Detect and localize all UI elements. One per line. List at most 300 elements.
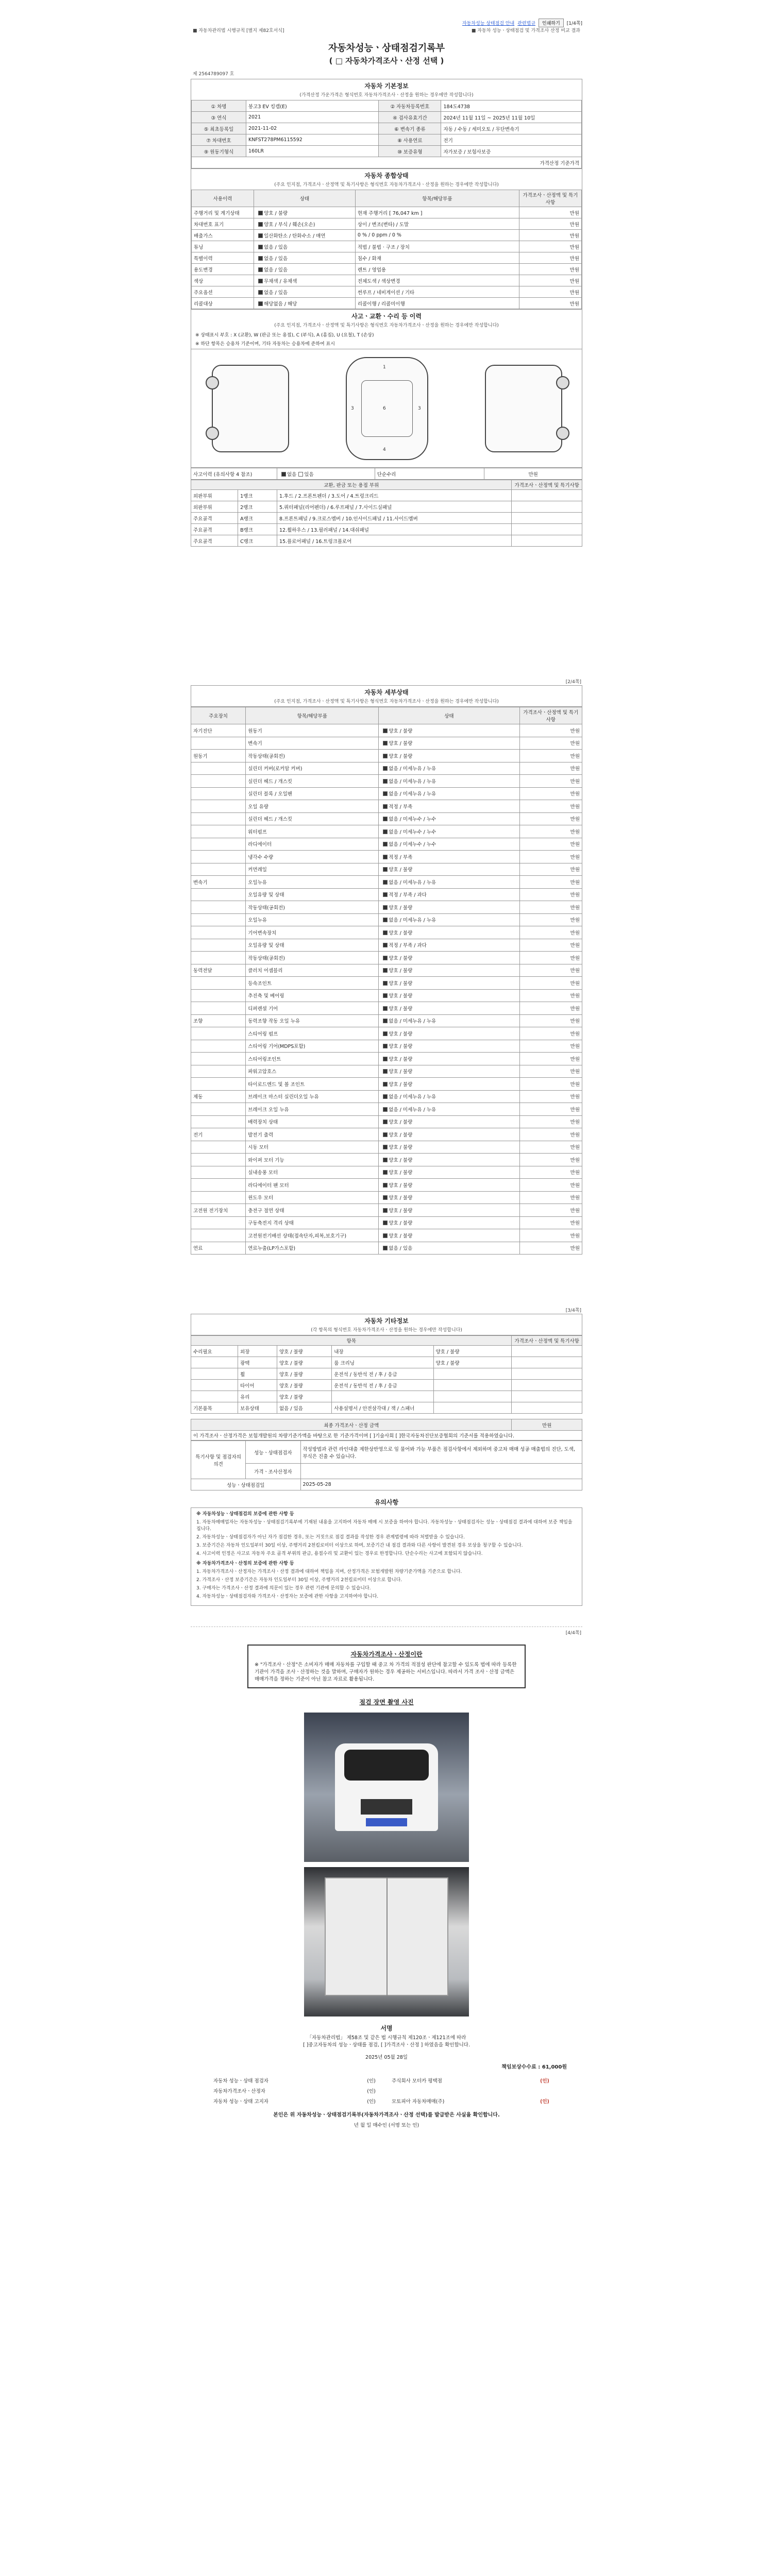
print-button[interactable]: 인쇄하기 <box>539 19 564 27</box>
status-row <box>192 298 582 309</box>
detail-item: 라디에이터 <box>246 838 379 851</box>
etc-row <box>191 1368 582 1380</box>
etc-price <box>512 1402 582 1414</box>
detail-state: 없음 / 미세누유 / 누유 <box>379 775 519 788</box>
rank-items: 12.휠하우스 / 13.필러패널 / 14.대쉬패널 <box>277 524 511 535</box>
detail-state: 없음 / 미세누유 / 누유 <box>379 913 519 926</box>
etc-item-2: 운전석 / 동반석 전 / 후 / 응급 <box>332 1368 433 1380</box>
truck-windshield <box>344 1750 429 1781</box>
detail-item: 실린더 블록 / 오일팬 <box>246 787 379 800</box>
detail-checkbox[interactable] <box>383 1006 388 1011</box>
law-link[interactable]: 관련법규 <box>517 21 536 26</box>
detail-state: 양호 / 불량 <box>379 1002 519 1015</box>
detail-checkbox[interactable] <box>383 842 388 846</box>
basic-info-row <box>192 112 582 123</box>
detail-item: 변속기 <box>246 737 379 750</box>
detail-checkbox[interactable] <box>383 766 388 771</box>
detail-item: 실린더 헤드 / 개스킷 <box>246 812 379 825</box>
detail-checkbox[interactable] <box>383 968 388 973</box>
basic-info-label: ④ 검사유효기간 <box>379 112 441 123</box>
detail-row <box>191 913 582 926</box>
detail-group <box>191 775 246 788</box>
detail-price: 만원 <box>519 1103 582 1116</box>
detail-checkbox[interactable] <box>383 1246 388 1250</box>
detail-checkbox[interactable] <box>383 1183 388 1188</box>
status-checkbox[interactable] <box>258 256 263 261</box>
status-state: 양호 / 불량 <box>254 207 356 218</box>
detail-state: 없음 / 미세누유 / 누유 <box>379 1014 519 1027</box>
signers-table <box>210 2075 563 2106</box>
detail-row <box>191 1166 582 1179</box>
detail-group <box>191 812 246 825</box>
page-number: [2/4쪽] <box>565 680 581 685</box>
detail-row <box>191 724 582 737</box>
etc-state-2: 양호 / 불량 <box>433 1357 512 1368</box>
rank-note <box>512 490 582 501</box>
sign-text: 「자동차관리법」 제58조 및 같은 법 시행규칙 제120조ㆍ제121조에 따라 <box>307 2035 466 2041</box>
signer-company-seal <box>527 2086 563 2096</box>
detail-checkbox[interactable] <box>383 943 388 947</box>
detail-price: 만원 <box>519 851 582 863</box>
detail-group <box>191 888 246 901</box>
detail-header: 주요장치 <box>191 707 246 724</box>
status-checkbox[interactable] <box>258 222 263 227</box>
caution-section-1: ※ 자동차성능ㆍ상태점검의 보증에 관한 사항 등 <box>196 1512 294 1517</box>
basic-info-row <box>192 123 582 134</box>
etc-state: 양호 / 불량 <box>277 1346 331 1357</box>
caution-item: 2. 가격조사ㆍ산정 보증기간은 자동차 인도일부터 30일 이상, 주행거리 2천킬로미터 이상으로 합니다. <box>196 1578 402 1583</box>
detail-checkbox[interactable] <box>383 1120 388 1124</box>
detail-checkbox[interactable] <box>383 1208 388 1213</box>
status-row <box>192 275 582 286</box>
status-price: 만원 <box>519 252 581 264</box>
accident-none-checkbox[interactable] <box>281 472 286 477</box>
etc-row <box>191 1402 582 1414</box>
basic-info-title: 자동차 기본정보 <box>364 82 409 90</box>
detail-item: 충전구 절연 상태 <box>246 1204 379 1217</box>
status-checkbox[interactable] <box>258 301 263 306</box>
status-item: 상이 / 변조(변타) / 도말 <box>355 218 519 230</box>
detail-checkbox[interactable] <box>383 1044 388 1048</box>
detail-row <box>191 989 582 1002</box>
detail-state: 양호 / 불량 <box>379 1027 519 1040</box>
detail-price: 만원 <box>519 1242 582 1255</box>
status-header: 상태 <box>254 190 356 207</box>
detail-state: 양호 / 불량 <box>379 989 519 1002</box>
detail-group <box>191 977 246 990</box>
status-state: 양호 / 부식 / 훼손(오손) <box>254 218 356 230</box>
detail-checkbox[interactable] <box>383 804 388 809</box>
detail-checkbox[interactable] <box>383 1233 388 1238</box>
rank-note <box>512 535 582 547</box>
detail-price: 만원 <box>519 1128 582 1141</box>
etc-item: 휠 <box>238 1368 277 1380</box>
detail-item: 브레이크 오일 누유 <box>246 1103 379 1116</box>
etc-state: 양호 / 불량 <box>277 1380 331 1391</box>
detail-checkbox[interactable] <box>383 1221 388 1225</box>
accident-status-table: 사고이력 (유의사항 4 참조) 없음 있음 단순수리 만원 <box>191 468 582 480</box>
etc-group: 기본품목 <box>191 1402 238 1414</box>
detail-row <box>191 1191 582 1204</box>
buyer-sign-line: 년 월 일 매수인 (서명 또는 인) <box>354 2123 419 2129</box>
rank-group: 주요골격 <box>191 524 238 535</box>
detail-state: 없음 / 미세누수 / 누수 <box>379 812 519 825</box>
detail-price: 만원 <box>519 1179 582 1192</box>
detail-state: 양호 / 불량 <box>379 1191 519 1204</box>
detail-checkbox[interactable] <box>383 1170 388 1175</box>
detail-price: 만원 <box>519 1191 582 1204</box>
etc-item: 타이어 <box>238 1380 277 1391</box>
basic-info-value: KNFST278PM6115592 <box>246 134 378 146</box>
status-header: 항목/해당부품 <box>355 190 519 207</box>
car-diagram <box>191 349 582 468</box>
basic-info-value: 160LR <box>246 146 378 157</box>
detail-price: 만원 <box>519 901 582 914</box>
accident-yes-checkbox[interactable] <box>298 472 303 477</box>
detail-item: 작동상태(공회전) <box>246 750 379 762</box>
page-number: [4/4쪽] <box>565 1630 581 1636</box>
detail-row <box>191 1065 582 1078</box>
status-label: 용도변경 <box>192 264 254 275</box>
status-state: 무채색 / 유채색 <box>254 275 356 286</box>
detail-price: 만원 <box>519 1204 582 1217</box>
detail-checkbox[interactable] <box>383 905 388 910</box>
detail-price: 만원 <box>519 1229 582 1242</box>
detail-price: 만원 <box>519 812 582 825</box>
detail-group <box>191 926 246 939</box>
detail-price: 만원 <box>519 1115 582 1128</box>
status-title: 자동차 종합상태 <box>364 172 409 179</box>
detail-checkbox[interactable] <box>383 918 388 922</box>
detail-price: 만원 <box>519 1090 582 1103</box>
detail-checkbox[interactable] <box>383 1031 388 1036</box>
signer-row <box>210 2096 563 2106</box>
detail-state: 양호 / 불량 <box>379 1179 519 1192</box>
detail-row <box>191 787 582 800</box>
status-label: 특별이력 <box>192 252 254 264</box>
status-row <box>192 252 582 264</box>
etc-note: (각 항목의 형식번호 자동차가격조사ㆍ산정을 원하는 경우에만 작성합니다) <box>311 1328 462 1333</box>
status-checkbox[interactable] <box>258 279 263 283</box>
detail-price: 만원 <box>519 939 582 952</box>
detail-row <box>191 888 582 901</box>
car-left-view <box>212 365 289 452</box>
etc-row <box>191 1391 582 1402</box>
detail-group <box>191 787 246 800</box>
price-explain-box <box>247 1645 526 1689</box>
detail-group <box>191 1040 246 1053</box>
detail-price: 만원 <box>519 750 582 762</box>
rank-name: B랭크 <box>238 524 277 535</box>
detail-item: 라디에이터 팬 모터 <box>246 1179 379 1192</box>
detail-header: 상태 <box>379 707 519 724</box>
basic-info-label: ② 자동차등록번호 <box>379 100 441 112</box>
etc-group: 수리필요 <box>191 1346 238 1357</box>
final-price-title: 최종 가격조사ㆍ산정 금액 <box>191 1419 512 1431</box>
part-number: 6 <box>383 406 386 411</box>
rank-group: 외판부위 <box>191 501 238 513</box>
detail-item: 디퍼렌셜 기어 <box>246 1002 379 1015</box>
etc-item-2: 룸 크리닝 <box>332 1357 433 1368</box>
detail-group <box>191 901 246 914</box>
detail-item: 브레이크 마스터 실린더오일 누유 <box>246 1090 379 1103</box>
detail-row <box>191 1027 582 1040</box>
detail-price: 만원 <box>519 787 582 800</box>
detail-state: 양호 / 불량 <box>379 1154 519 1166</box>
detail-state: 적정 / 부족 / 과다 <box>379 939 519 952</box>
etc-group <box>191 1391 238 1402</box>
status-row <box>192 218 582 230</box>
detail-item: 실내송풍 모터 <box>246 1166 379 1179</box>
detail-checkbox[interactable] <box>383 981 388 986</box>
detail-item: 스티어링 펌프 <box>246 1027 379 1040</box>
etc-group <box>191 1357 238 1368</box>
detail-checkbox[interactable] <box>383 791 388 796</box>
detail-checkbox[interactable] <box>383 956 388 960</box>
detail-checkbox[interactable] <box>383 993 388 998</box>
sign-date: 2025년 05월 28일 <box>365 2055 408 2061</box>
detail-checkbox[interactable] <box>383 1069 388 1074</box>
opinion-table <box>191 1419 582 1440</box>
detail-state: 양호 / 불량 <box>379 1078 519 1091</box>
status-checkbox[interactable] <box>258 267 263 272</box>
record-page-4 <box>191 1626 582 2129</box>
detail-group: 연료 <box>191 1242 246 1255</box>
basic-info-label: ① 차명 <box>192 100 246 112</box>
detail-row <box>191 1141 582 1154</box>
detail-price: 만원 <box>519 913 582 926</box>
etc-item-2 <box>332 1391 433 1402</box>
signer-company: 주식회사 모터카 평택점 <box>392 2078 442 2084</box>
detail-group <box>191 800 246 813</box>
detail-item: 연료누출(LP가스포함) <box>246 1242 379 1255</box>
status-state: 없음 / 있음 <box>254 286 356 298</box>
status-state: 없음 / 있음 <box>254 241 356 252</box>
detail-item: 고전원전기배선 상태(접속단자,피복,보호기구) <box>246 1229 379 1242</box>
detail-state: 양호 / 불량 <box>379 1115 519 1128</box>
detail-state: 양호 / 불량 <box>379 737 519 750</box>
detail-item: 작동상태(공회전) <box>246 952 379 964</box>
detail-row <box>191 838 582 851</box>
top-links <box>462 19 582 27</box>
detail-row <box>191 926 582 939</box>
detail-state: 양호 / 불량 <box>379 901 519 914</box>
detail-checkbox[interactable] <box>383 728 388 733</box>
detail-price: 만원 <box>519 1053 582 1065</box>
detail-price: 만원 <box>519 1154 582 1166</box>
status-label: 배출가스 <box>192 230 254 241</box>
detail-checkbox[interactable] <box>383 817 388 821</box>
signature-section <box>191 2022 582 2128</box>
detail-row <box>191 1216 582 1229</box>
detail-item: 윈도우 모터 <box>246 1191 379 1204</box>
detail-checkbox[interactable] <box>383 1145 388 1149</box>
detail-checkbox[interactable] <box>383 855 388 859</box>
basic-info-row <box>192 134 582 146</box>
caution-item: 1. 자동차매매업자는 자동차성능ㆍ상태점검기록부에 기재된 내용을 고지하여 자동차 매매 시 보증을 하여야 합니다. 자동차성능ㆍ상태점검자는 성능ㆍ상태점검 결과에 대하여 보증 책임을 집니다. <box>196 1520 573 1532</box>
detail-checkbox[interactable] <box>383 754 388 758</box>
detail-group <box>191 939 246 952</box>
caution-section-2: ※ 자동차가격조사ㆍ산정의 보증에 관한 사항 등 <box>196 1561 294 1567</box>
basic-info-row <box>192 100 582 112</box>
detail-row <box>191 1179 582 1192</box>
detail-state: 양호 / 불량 <box>379 1065 519 1078</box>
detail-item: 시동 모터 <box>246 1141 379 1154</box>
inspection-date-label: 성능ㆍ상태점검일 <box>191 1479 301 1490</box>
signer-role: 자동차 성능ㆍ상태 고지자 <box>213 2099 268 2105</box>
detail-note: (주요 인지점, 가격조사ㆍ산정액 및 특기사항은 형식번호 자동차가격조사ㆍ산정을 원하는 경우에만 작성합니다) <box>274 699 499 704</box>
detail-checkbox[interactable] <box>383 829 388 834</box>
detail-group: 조향 <box>191 1014 246 1027</box>
detail-checkbox[interactable] <box>383 1094 388 1099</box>
detail-row <box>191 812 582 825</box>
detail-price: 만원 <box>519 762 582 775</box>
detail-row <box>191 762 582 775</box>
status-price: 만원 <box>519 207 581 218</box>
detail-state: 적정 / 부족 <box>379 800 519 813</box>
signer-role: 자동차 성능ㆍ상태 점검자 <box>213 2078 268 2084</box>
rank-note <box>512 524 582 535</box>
detail-row <box>191 775 582 788</box>
detail-row <box>191 977 582 990</box>
detail-item: 구동축전지 격리 상태 <box>246 1216 379 1229</box>
detail-state: 양호 / 불량 <box>379 1204 519 1217</box>
detail-group <box>191 737 246 750</box>
notice-pricer-text <box>300 1464 582 1479</box>
detail-item: 오일유량 및 상태 <box>246 888 379 901</box>
detail-checkbox[interactable] <box>383 1195 388 1200</box>
detail-checkbox[interactable] <box>383 1107 388 1112</box>
detail-row <box>191 1204 582 1217</box>
detail-group <box>191 952 246 964</box>
detail-row <box>191 737 582 750</box>
etc-price <box>512 1357 582 1368</box>
detail-checkbox[interactable] <box>383 1158 388 1162</box>
status-item: 렌트 / 영업용 <box>355 264 519 275</box>
status-label: 주행거리 및 계기상태 <box>192 207 254 218</box>
detail-row <box>191 750 582 762</box>
detail-state: 없음 / 미세누유 / 누유 <box>379 787 519 800</box>
detail-group <box>191 1191 246 1204</box>
basic-info-value: 전기 <box>441 134 582 146</box>
accident-legend: ※ 상태표시 부호 : X (교환), W (판금 또는 용접), C (부식), A (흠집), U (요철), T (손상) <box>195 333 374 338</box>
detail-item: 오일 유량 <box>246 800 379 813</box>
wheel-icon <box>206 427 219 440</box>
etc-state: 양호 / 불량 <box>277 1368 331 1380</box>
detail-checkbox[interactable] <box>383 1019 388 1023</box>
detail-row <box>191 1115 582 1128</box>
detail-checkbox[interactable] <box>383 1132 388 1137</box>
status-price: 만원 <box>519 241 581 252</box>
registration-number: 제 2564789097 호 <box>193 72 234 77</box>
caution-item: 3. 보증기간은 자동차 인도일부터 30일 이상, 주행거리 2천킬로미터 이상으로 하며, 보증기간 내 점검 결과와 다른 사항이 발견된 경우 보상을 청구할 수 있습니다. <box>196 1543 523 1549</box>
status-table <box>191 190 582 309</box>
detail-state: 양호 / 불량 <box>379 952 519 964</box>
etc-title: 자동차 기타정보 <box>364 1317 409 1325</box>
detail-item: 발전기 출력 <box>246 1128 379 1141</box>
detail-price: 만원 <box>519 1040 582 1053</box>
detail-price: 만원 <box>519 1141 582 1154</box>
detail-price: 만원 <box>519 1002 582 1015</box>
detail-item: 작동상태(공회전) <box>246 901 379 914</box>
page-number: [3/4쪽] <box>565 1308 581 1313</box>
status-checkbox[interactable] <box>258 245 263 249</box>
repair-label: 교환, 판금 또는 용접 부위 <box>191 480 512 490</box>
detail-item: 원동기 <box>246 724 379 737</box>
status-row <box>192 241 582 252</box>
status-checkbox[interactable] <box>258 211 263 215</box>
sign-title: 서명 <box>380 2025 393 2032</box>
part-number: 3 <box>351 406 354 411</box>
status-price: 만원 <box>519 275 581 286</box>
status-price: 만원 <box>519 298 581 309</box>
rank-items: 5.쿼터패널(리어펜더) / 6.루프패널 / 7.사이드실패널 <box>277 501 511 513</box>
detail-state: 없음 / 미세누유 / 누유 <box>379 762 519 775</box>
status-price: 만원 <box>519 264 581 275</box>
rank-group: 외판부위 <box>191 490 238 501</box>
detail-item: 등속조인트 <box>246 977 379 990</box>
detail-group <box>191 1002 246 1015</box>
etc-state: 없음 / 있음 <box>277 1402 331 1414</box>
price-explain-text: ※ "가격조사ㆍ산정"은 소비자가 매매 자동차를 구입할 때 중고 차 가격의 적절성 판단에 참고할 수 있도록 법에 따라 등록한 기관이 가격을 조사ㆍ산정하는 것을 말하며, 구매자가 원하는 경우 제공하는 서비스입니다. 따라서 가격 조사ㆍ산정 금액은 매매가격을 정하는 기준이 아닌 참고 자료로 활용됩니다. <box>255 1662 517 1683</box>
detail-group <box>191 851 246 863</box>
signer-row <box>210 2075 563 2086</box>
basic-info-row <box>192 157 582 168</box>
detail-checkbox[interactable] <box>383 867 388 872</box>
etc-state-2 <box>433 1368 512 1380</box>
status-header: 사용이력 <box>192 190 254 207</box>
truck-grill <box>361 1799 412 1815</box>
rank-name: A랭크 <box>238 513 277 524</box>
detail-group <box>191 1078 246 1091</box>
status-checkbox[interactable] <box>258 233 263 238</box>
rank-note <box>512 501 582 513</box>
rank-row <box>191 501 582 513</box>
basic-info-value: 자동 / 수동 / 세미오토 / 무단변속기 <box>441 123 582 134</box>
detail-checkbox[interactable] <box>383 1057 388 1061</box>
detail-checkbox[interactable] <box>383 930 388 935</box>
etc-item-2: 운전석 / 동반석 전 / 후 / 응급 <box>332 1380 433 1391</box>
detail-checkbox[interactable] <box>383 1082 388 1087</box>
status-header: 가격조사ㆍ산정액 및 특기사항 <box>519 190 581 207</box>
status-price: 만원 <box>519 218 581 230</box>
status-state: 없음 / 있음 <box>254 252 356 264</box>
status-checkbox[interactable] <box>258 290 263 295</box>
rear-photo <box>304 1867 469 2016</box>
detail-checkbox[interactable] <box>383 880 388 885</box>
detail-group <box>191 838 246 851</box>
notice-pricer-label: 가격ㆍ조사산정자 <box>246 1464 300 1479</box>
detail-item: 스티어링 기어(MDPS포함) <box>246 1040 379 1053</box>
status-item: 전체도색 / 색상변경 <box>355 275 519 286</box>
detail-checkbox[interactable] <box>383 741 388 745</box>
detail-checkbox[interactable] <box>383 892 388 897</box>
accident-note: (주요 인지점, 가격조사ㆍ산정액 및 특기사항은 형식번호 자동차가격조사ㆍ산정을 원하는 경우에만 작성합니다) <box>274 323 499 328</box>
status-row <box>192 207 582 218</box>
form-number: ■ 자동차관리법 시행규칙 [별지 제82호서식] <box>193 28 284 33</box>
rank-group: 주요골격 <box>191 535 238 547</box>
detail-item: 파워고압호스 <box>246 1065 379 1078</box>
status-row <box>192 286 582 298</box>
detail-price: 만원 <box>519 800 582 813</box>
signer-company-seal: (인) <box>540 2078 549 2084</box>
detail-checkbox[interactable] <box>383 779 388 784</box>
detail-row <box>191 901 582 914</box>
inspection-guide-link[interactable]: 자동차성능 상태점검 안내 <box>462 21 515 26</box>
record-page-2 <box>191 680 582 1309</box>
detail-price: 만원 <box>519 989 582 1002</box>
detail-group <box>191 762 246 775</box>
